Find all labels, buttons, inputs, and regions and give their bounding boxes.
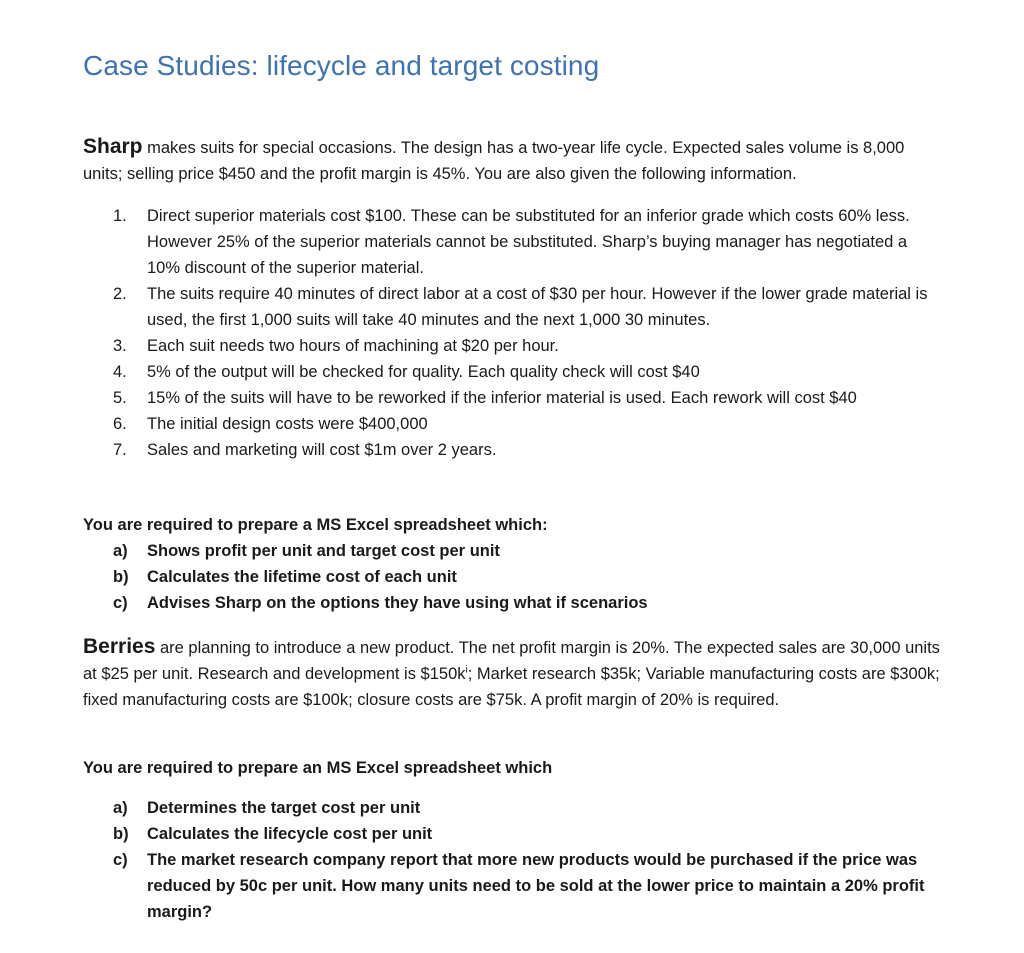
list-item: 2. The suits require 40 minutes of direct labor at a cost of $30 per hour. However if the lower grade material is used, the first 1,000 suits will take 40 minutes and the next 1,000 30 minutes.	[113, 285, 928, 329]
sharp-intro	[83, 134, 943, 187]
list-item: 4. 5% of the output will be checked for quality. Each quality check will cost $40	[113, 363, 700, 381]
list-item: 7. Sales and marketing will cost $1m over 2 years.	[113, 441, 497, 459]
sharp-intro-text: makes suits for special occasions. The design has a two-year life cycle. Expected sales volume is 8,000 units; selling price $450 and the profit margin is 45%. You are also given the following information.	[83, 139, 905, 183]
sharp-info-list	[83, 203, 943, 463]
berries-lead: Berries	[83, 635, 156, 658]
berries-task-list	[83, 795, 943, 925]
footnote-marker: i	[465, 664, 468, 676]
berries-required: You are required to prepare an MS Excel spreadsheet which	[83, 759, 553, 777]
list-item: 1. Direct superior materials cost $100. These can be substituted for an inferior grade which costs 60% less. However 25% of the superior materials cannot be substituted. Sharp’s buying manager has negotiated a 10% discount of the superior material.	[113, 207, 910, 277]
sharp-required: You are required to prepare a MS Excel spreadsheet which:	[83, 516, 548, 534]
list-item: 5. 15% of the suits will have to be reworked if the inferior material is used. Each rework will cost $40	[113, 389, 857, 407]
list-item: 3. Each suit needs two hours of machining at $20 per hour.	[113, 337, 559, 355]
list-item: a) Determines the target cost per unit	[113, 799, 421, 817]
list-item: 6. The initial design costs were $400,000	[113, 415, 428, 433]
list-item: a) Shows profit per unit and target cost per unit	[113, 542, 500, 560]
list-item: c) The market research company report that more new products would be purchased if the price was reduced by 50c per unit. How many units need to be sold at the lower price to maintain a 20% profit margin?	[113, 851, 925, 921]
sharp-task-list	[83, 538, 943, 616]
sharp-lead: Sharp	[83, 135, 143, 158]
list-item: b) Calculates the lifetime cost of each unit	[113, 568, 457, 586]
berries-intro: Berries are planning to introduce a new product. The net profit margin is 20%. The expected sales are 30,000 units at $25 per unit. Research and development is $\$150k^i$; Market research $35k; Variable manufacturing costs are $300k; fixed manufacturing costs are $100k; closure costs are $75k. A profit margin of 20% is required.	[83, 635, 940, 709]
page-title: Case Studies: lifecycle and target costing	[83, 50, 600, 81]
list-item: b) Calculates the lifecycle cost per unit	[113, 825, 433, 843]
list-item: c) Advises Sharp on the options they have using what if scenarios	[113, 594, 648, 612]
